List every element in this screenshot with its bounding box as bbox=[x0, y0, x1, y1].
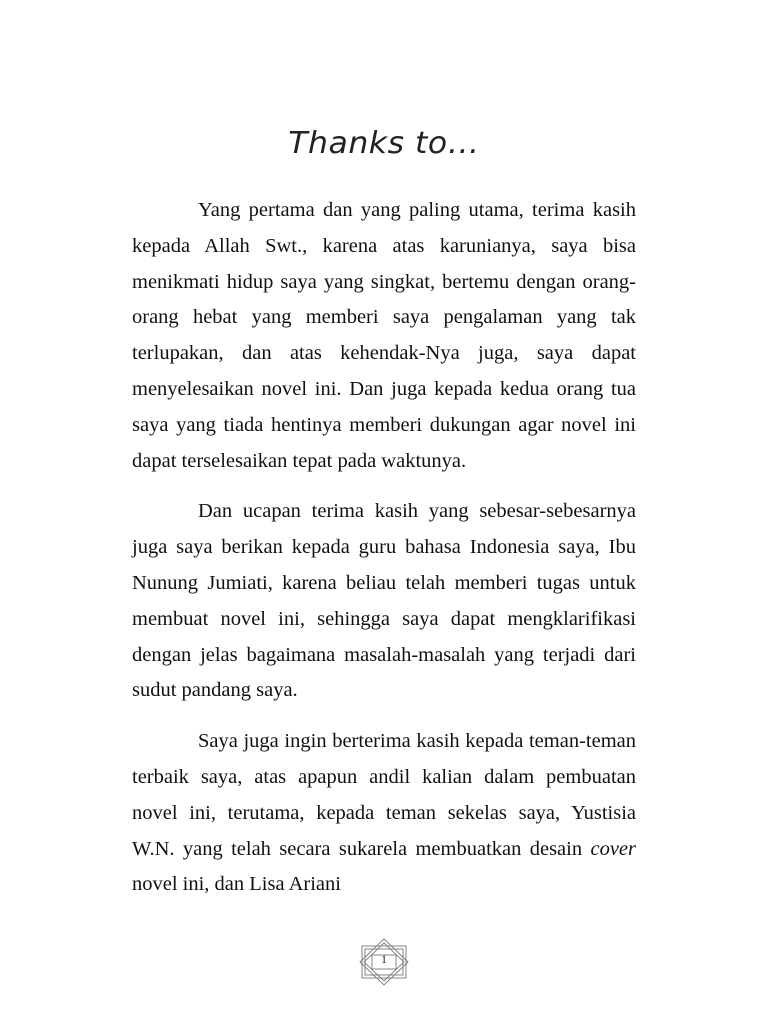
paragraph-3-text-before: Saya juga ingin berterima kasih kepada teman-teman terbaik saya, atas apapun andil kalian dalam pembuatan novel ini, terutama, kepada teman sekelas saya, Yustisia W.N. yang telah secara sukarela membuatkan desain bbox=[132, 730, 636, 860]
page-title: Thanks to… bbox=[288, 126, 480, 161]
paragraph-1: Yang pertama dan yang paling utama, terima kasih kepada Allah Swt., karena atas karunianya, saya bisa menikmati hidup saya yang singkat, bertemu dengan orang-orang hebat yang memberi saya pengalaman yang tak terlupakan, dan atas kehendak-Nya juga, saya dapat menyelesaikan novel ini. Dan juga kepada kedua orang tua saya yang tiada hentinya memberi dukungan agar novel ini dapat terselesaikan tepat pada waktunya. bbox=[132, 199, 636, 472]
paragraph-3 bbox=[132, 724, 636, 903]
body-text bbox=[132, 193, 636, 918]
paragraph-2: Dan ucapan terima kasih yang sebesar-sebesarnya juga saya berikan kepada guru bahasa Indonesia saya, Ibu Nunung Jumiati, karena beliau telah memberi tugas untuk membuat novel ini, sehingga saya dapat mengklarifikasi dengan jelas bagaimana masalah-masalah yang terjadi dari sudut pandang saya. bbox=[132, 500, 636, 702]
page-number: 1 bbox=[381, 952, 387, 966]
paragraph-3-italic-word: cover bbox=[590, 837, 636, 860]
paragraph-3-text-after: novel ini, dan Lisa Ariani bbox=[132, 873, 341, 896]
